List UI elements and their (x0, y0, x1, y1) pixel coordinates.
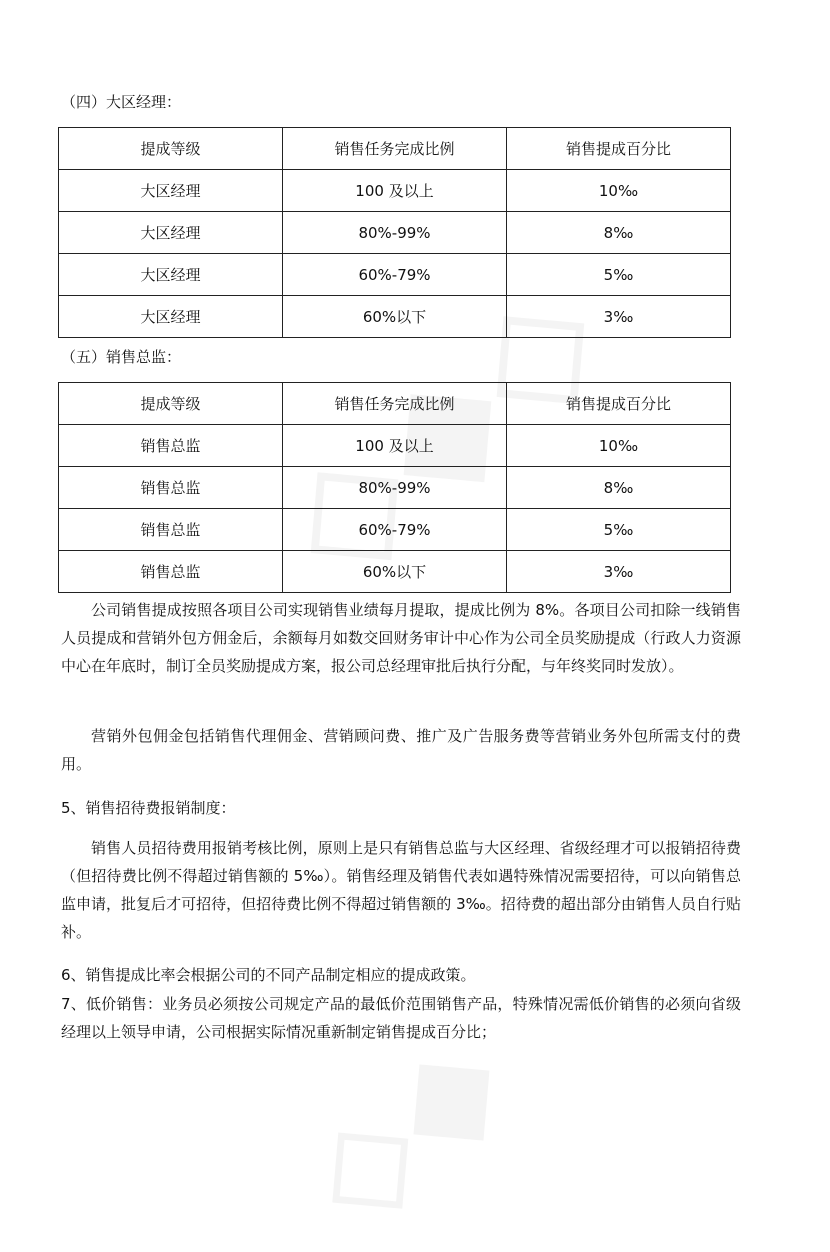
table-row (59, 467, 731, 509)
table-header-row (59, 128, 731, 170)
paragraph-commission-policy: 公司销售提成按照各项目公司实现销售业绩每月提取，提成比例为 8%。各项目公司扣除一线销售人员提成和营销外包方佣金后，余额每月如数交回财务审计中心作为公司全员奖励提成（行政人力资源中心在年底时，制订全员奖励提成方案，报公司总经理审批后执行分配，与年终奖同时发放）。 (61, 601, 741, 675)
header-cell: 提成等级 (59, 383, 283, 425)
paragraph-commission-rate: 6、销售提成比率会根据公司的不同产品制定相应的提成政策。 (61, 966, 476, 984)
table-row (59, 212, 731, 254)
table-cell: 大区经理 (59, 212, 283, 254)
table-cell: 80%-99% (283, 467, 507, 509)
paragraph-entertainment-expense: 销售人员招待费用报销考核比例，原则上是只有销售总监与大区经理、省级经理才可以报销招待费（但招待费比例不得超过销售额的 5‰）。销售经理及销售代表如遇特殊情况需要招待，可以向销售总监申请，批复后才可招待，但招待费比例不得超过销售额的 3‰。招待费的超出部分由销售人员自行贴补。 (61, 839, 741, 941)
header-cell: 销售任务完成比例 (283, 128, 507, 170)
table-cell: 60%以下 (283, 296, 507, 338)
sales-director-table (58, 382, 731, 593)
table-cell: 60%-79% (283, 254, 507, 296)
table-cell: 3‰ (507, 296, 731, 338)
table-cell: 5‰ (507, 509, 731, 551)
table-cell: 销售总监 (59, 425, 283, 467)
header-cell: 销售提成百分比 (507, 383, 731, 425)
table-header-row (59, 383, 731, 425)
section-5-title: 5、销售招待费报销制度： (61, 799, 236, 817)
table-cell: 8‰ (507, 467, 731, 509)
table-cell: 3‰ (507, 551, 731, 593)
header-cell: 销售提成百分比 (507, 128, 731, 170)
table-cell: 销售总监 (59, 509, 283, 551)
table-cell: 大区经理 (59, 254, 283, 296)
table-cell: 销售总监 (59, 551, 283, 593)
paragraph-outsourcing-fees: 营销外包佣金包括销售代理佣金、营销顾问费、推广及广告服务费等营销业务外包所需支付的费用。 (61, 727, 741, 773)
table-cell: 销售总监 (59, 467, 283, 509)
table-cell: 100 及以上 (283, 170, 507, 212)
paragraph-low-price-sales: 7、低价销售：业务员必须按公司规定产品的最低价范围销售产品，特殊情况需低价销售的必须向省级经理以上领导申请，公司根据实际情况重新制定销售提成百分比； (61, 995, 741, 1041)
regional-manager-table (58, 127, 731, 338)
table-cell: 5‰ (507, 254, 731, 296)
table-cell: 60%以下 (283, 551, 507, 593)
table-cell: 80%-99% (283, 212, 507, 254)
table-cell: 大区经理 (59, 296, 283, 338)
table-row (59, 509, 731, 551)
table-row (59, 425, 731, 467)
header-cell: 销售任务完成比例 (283, 383, 507, 425)
table-row (59, 254, 731, 296)
table-cell: 8‰ (507, 212, 731, 254)
table-row (59, 551, 731, 593)
section-4-heading: （四）大区经理： (61, 93, 182, 111)
table-row (59, 170, 731, 212)
table-cell: 10‰ (507, 425, 731, 467)
table-cell: 100 及以上 (283, 425, 507, 467)
table-row (59, 296, 731, 338)
section-5-heading: （五）销售总监： (61, 348, 182, 366)
header-cell: 提成等级 (59, 128, 283, 170)
table-cell: 60%-79% (283, 509, 507, 551)
table-cell: 10‰ (507, 170, 731, 212)
table-cell: 大区经理 (59, 170, 283, 212)
